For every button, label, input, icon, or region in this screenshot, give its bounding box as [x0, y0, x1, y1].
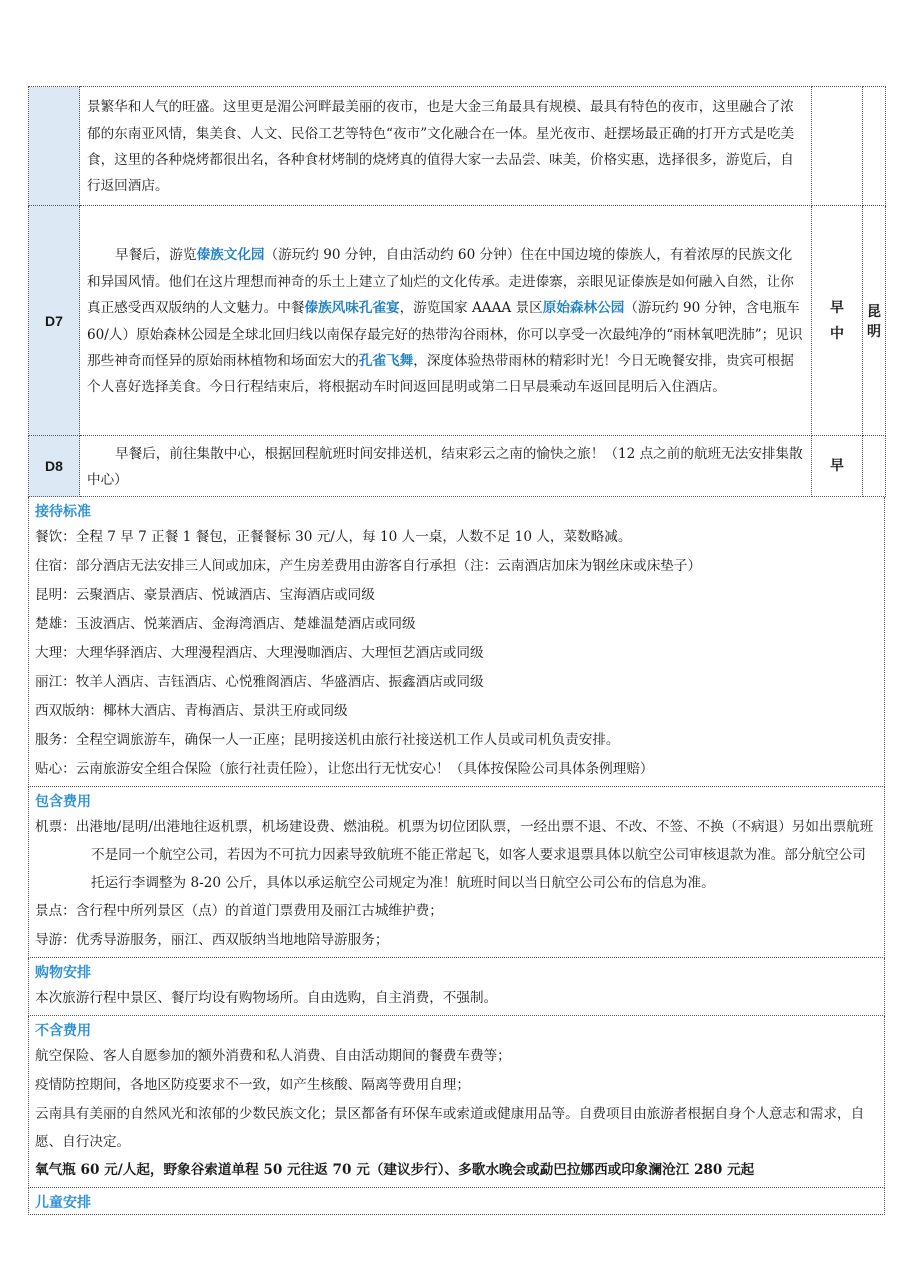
attraction-highlight: 原始森林公园 [542, 300, 625, 317]
meal-cell: 早 中 [812, 206, 863, 436]
section-line: 景点：含行程中所列景区（点）的首道门票费用及丽江古城维护费； [35, 903, 443, 919]
day-cell: D7 [29, 206, 80, 436]
description-text: ，游览国家 AAAA 景区 [399, 300, 543, 317]
section-line: 云南具有美丽的自然风光和浓郁的少数民族文化；景区都备有环保车或索道或健康用品等。自费项目由旅游者根据自身个人意志和需求，自愿、自行决定。 [35, 1106, 865, 1150]
itinerary-row-d8 [29, 436, 886, 497]
section-line: 丽江：牧羊人酒店、吉钰酒店、心悦雅阁酒店、华盛酒店、振鑫酒店或同级 [35, 674, 484, 690]
hotel-cell: 昆明 [863, 206, 886, 436]
section-included-fees [28, 787, 885, 958]
day-description [80, 87, 812, 206]
hotel-cell [863, 436, 886, 497]
description-text: （游玩约 90 分钟，自由活动约 60 分钟）住在中国边境的傣族人，有着浓厚的民族文化和异国风情。他们在这片理想而神奇的乐土上建立了灿烂的文化传承。走进傣寨，亲眼见证傣族是如何融入自然，让你真正感受西双版纳的人文魅力。中餐 [87, 247, 794, 317]
section-children [28, 1188, 885, 1215]
itinerary-row-d6 [29, 87, 886, 206]
section-excluded-fees [28, 1016, 885, 1188]
section-line: 航空保险、客人自愿参加的额外消费和私人消费、自由活动期间的餐费车费等； [35, 1048, 511, 1064]
section-line: 服务：全程空调旅游车，确保一人一正座；昆明接送机由旅行社接送机工作人员或司机负责安排。 [35, 732, 620, 748]
section-line: 疫情防控期间，各地区防疫要求不一致，如产生核酸、隔离等费用自理； [35, 1077, 470, 1093]
day-cell [29, 87, 80, 206]
attraction-highlight: 傣族文化园 [196, 247, 265, 264]
meal-cell: 早 [812, 436, 863, 497]
description-text: （游玩约 90 分钟，含电瓶车 60/人）原始森林公园是全球北回归线以南保存最完好的热带沟谷雨林，你可以享受一次最纯净的“雨林氧吧洗肺”；见识那些神奇而怪异的原始雨林植物和场面宏大的 [87, 300, 803, 369]
section-title: 儿童安排 [35, 1195, 91, 1211]
day-cell: D8 [29, 436, 80, 497]
itinerary-page [28, 86, 885, 1215]
section-line: 机票：出港地/昆明/出港地往返机票，机场建设费、燃油税。机票为切位团队票，一经出票不退、不改、不签、不换（不病退）另如出票航班不是同一个航空公司，若因为不可抗力因素导致航班不能正常起飞，如客人要求退票具体以航空公司审核退款为准。部分航空公司托运行李调整为 8-20 公斤，具体以承运航空公司规定为准！航班时间以当日航空公司公布的信息为准。 [35, 819, 874, 891]
description-text: 景繁华和人气的旺盛。这里更是湄公河畔最美丽的夜市，也是大金三角最具有规模、最具有特色的夜市，这里融合了浓郁的东南亚风情，集美食、人文、民俗工艺等特色“夜市”文化融合在一体。星光夜市、赶摆场最正确的打开方式是吃美食，这里的各种烧烤都很出名，各种食材烤制的烧烤真的值得大家一去品尝、味美，价格实惠，选择很多，游览后，自行返回酒店。 [87, 99, 795, 195]
section-line: 住宿：部分酒店无法安排三人间或加床，产生房差费用由游客自行承担（注：云南酒店加床为钢丝床或床垫子） [35, 558, 702, 574]
section-title: 包含费用 [35, 794, 91, 810]
day-description [80, 436, 812, 497]
section-line: 导游：优秀导游服务，丽江、西双版纳当地地陪导游服务； [35, 932, 389, 948]
show-highlight: 孔雀飞舞 [358, 352, 414, 369]
day-description [80, 206, 812, 436]
section-line: 本次旅游行程中景区、餐厅均设有购物场所。自由选购，自主消费，不强制。 [35, 990, 498, 1006]
section-line: 贴心：云南旅游安全组合保险（旅行社责任险），让您出行无忧安心！（具体按保险公司具体条例理赔） [35, 761, 654, 777]
meal-cell [812, 87, 863, 206]
section-line: 昆明：云聚酒店、豪景酒店、悦诚酒店、宝海酒店或同级 [35, 587, 375, 603]
section-shopping [28, 958, 885, 1016]
itinerary-table [28, 86, 886, 497]
description-text: 早餐后，前往集散中心，根据回程航班时间安排送机，结束彩云之南的愉快之旅！（12 点之前的航班无法安排集散中心） [87, 445, 803, 488]
section-title: 不含费用 [35, 1023, 91, 1039]
meal-highlight: 傣族风味孔雀宴 [304, 300, 400, 317]
section-line: 楚雄：玉波酒店、悦莱酒店、金海湾酒店、楚雄温楚酒店或同级 [35, 616, 416, 632]
section-reception-standard [28, 497, 885, 787]
section-line: 大理：大理华驿酒店、大理漫程酒店、大理漫咖酒店、大理恒艺酒店或同级 [35, 645, 484, 661]
section-title: 接待标准 [35, 504, 91, 520]
section-title: 购物安排 [35, 965, 91, 981]
section-line: 西双版纳：椰林大酒店、青梅酒店、景洪王府或同级 [35, 703, 348, 719]
itinerary-row-d7 [29, 206, 886, 436]
hotel-cell [863, 87, 886, 206]
self-pay-items: 氧气瓶 60 元/人起，野象谷索道单程 50 元往返 70 元（建议步行）、多歌水晚会或勐巴拉娜西或印象澜沧江 280 元起 [35, 1162, 755, 1178]
description-text: 早餐后，游览 [115, 247, 197, 264]
section-line: 餐饮：全程 7 早 7 正餐 1 餐包，正餐餐标 30 元/人，每 10 人一桌，人数不足 10 人，菜数略减。 [35, 529, 632, 545]
description-text: ，深度体验热带雨林的精彩时光！今日无晚餐安排，贵宾可根据个人喜好选择美食。今日行程结束后，将根据动车时间返回昆明或第二日早晨乘动车返回昆明后入住酒店。 [87, 352, 794, 396]
